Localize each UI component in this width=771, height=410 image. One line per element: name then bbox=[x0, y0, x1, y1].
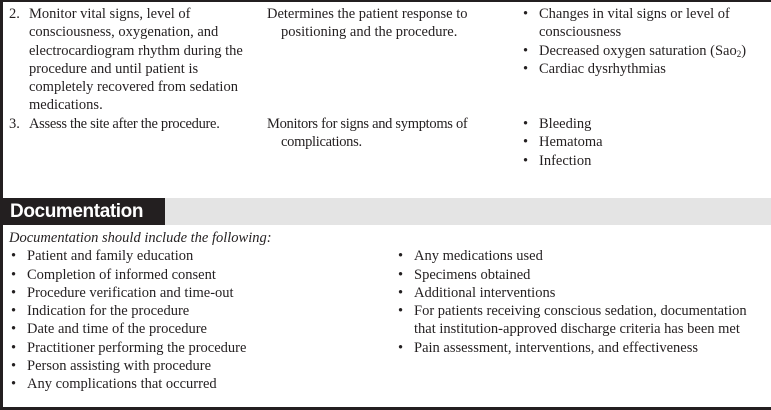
list-item: • Specimens obtained bbox=[398, 266, 531, 283]
list-item: • Pain assessment, interventions, and effectiveness bbox=[398, 339, 699, 356]
bullet-icon: • bbox=[523, 42, 529, 59]
bullet-icon: • bbox=[523, 152, 529, 169]
bullet-icon: • bbox=[523, 134, 529, 151]
step-action: Monitor vital signs, level of consciousness, oxygenation, and electrocardiogram rhythm during the procedure and until patient is completely recovered from sedation medications. bbox=[29, 6, 243, 114]
list-item: • Indication for the procedure bbox=[11, 303, 190, 320]
bullet-icon: • bbox=[398, 339, 404, 356]
documentation-intro: Documentation should include the following: bbox=[9, 230, 272, 246]
list-item: • Person assisting with procedure bbox=[11, 358, 212, 375]
bullet-icon: • bbox=[11, 284, 17, 301]
step-number: 2. bbox=[9, 6, 20, 22]
bullet-icon: • bbox=[11, 321, 17, 338]
list-item: • For patients receiving conscious sedation, documentation that institution-approved discharge criteria has been met bbox=[398, 303, 747, 338]
list-item: • Bleeding bbox=[523, 116, 592, 132]
list-item: • Additional interventions bbox=[398, 284, 556, 301]
list-item: • Completion of informed consent bbox=[11, 266, 216, 283]
bullet-icon: • bbox=[398, 266, 404, 283]
list-item: • Practitioner performing the procedure bbox=[11, 339, 247, 356]
list-item: • Decreased oxygen saturation (Sao$_2$) bbox=[523, 42, 747, 59]
step-action: Assess the site after the procedure. bbox=[29, 116, 220, 132]
bullet-icon: • bbox=[11, 303, 17, 320]
bullet-icon: • bbox=[398, 248, 404, 265]
bullet-icon: • bbox=[11, 266, 17, 283]
list-item: • Changes in vital signs or level of consciousness bbox=[523, 6, 730, 41]
section-header-band bbox=[3, 198, 771, 225]
list-item: • Hematoma bbox=[523, 134, 603, 151]
list-item: • Infection bbox=[523, 152, 592, 169]
bullet-icon: • bbox=[11, 248, 17, 265]
bullet-icon: • bbox=[398, 284, 404, 301]
bullet-icon: • bbox=[523, 116, 529, 132]
action-cell bbox=[9, 5, 259, 115]
bullet-icon: • bbox=[11, 376, 17, 393]
list-item: • Patient and family education bbox=[11, 248, 194, 265]
bullet-icon: • bbox=[11, 339, 17, 356]
documentation-list-left bbox=[9, 247, 389, 393]
list-item: • Date and time of the procedure bbox=[11, 321, 207, 338]
list-item: • Any medications used bbox=[398, 248, 543, 265]
list-item: • Any complications that occurred bbox=[11, 376, 217, 393]
rationale-cell: Determines the patient response to positioning and the procedure. bbox=[267, 6, 468, 41]
reportable-cell bbox=[521, 5, 771, 78]
bullet-icon: • bbox=[11, 358, 17, 375]
action-cell bbox=[9, 115, 259, 133]
list-item: • Procedure verification and time-out bbox=[11, 284, 234, 301]
documentation-list-right bbox=[396, 247, 771, 357]
section-title: Documentation bbox=[3, 198, 165, 225]
bullet-icon: • bbox=[523, 60, 529, 77]
step-number: 3. bbox=[9, 116, 20, 132]
documentation-section bbox=[9, 229, 771, 393]
bullet-icon: • bbox=[523, 6, 529, 22]
bullet-icon: • bbox=[398, 303, 404, 320]
reportable-cell bbox=[521, 115, 771, 170]
rationale-cell: Monitors for signs and symptoms of complications. bbox=[267, 116, 468, 151]
list-item: • Cardiac dysrhythmias bbox=[523, 60, 666, 77]
